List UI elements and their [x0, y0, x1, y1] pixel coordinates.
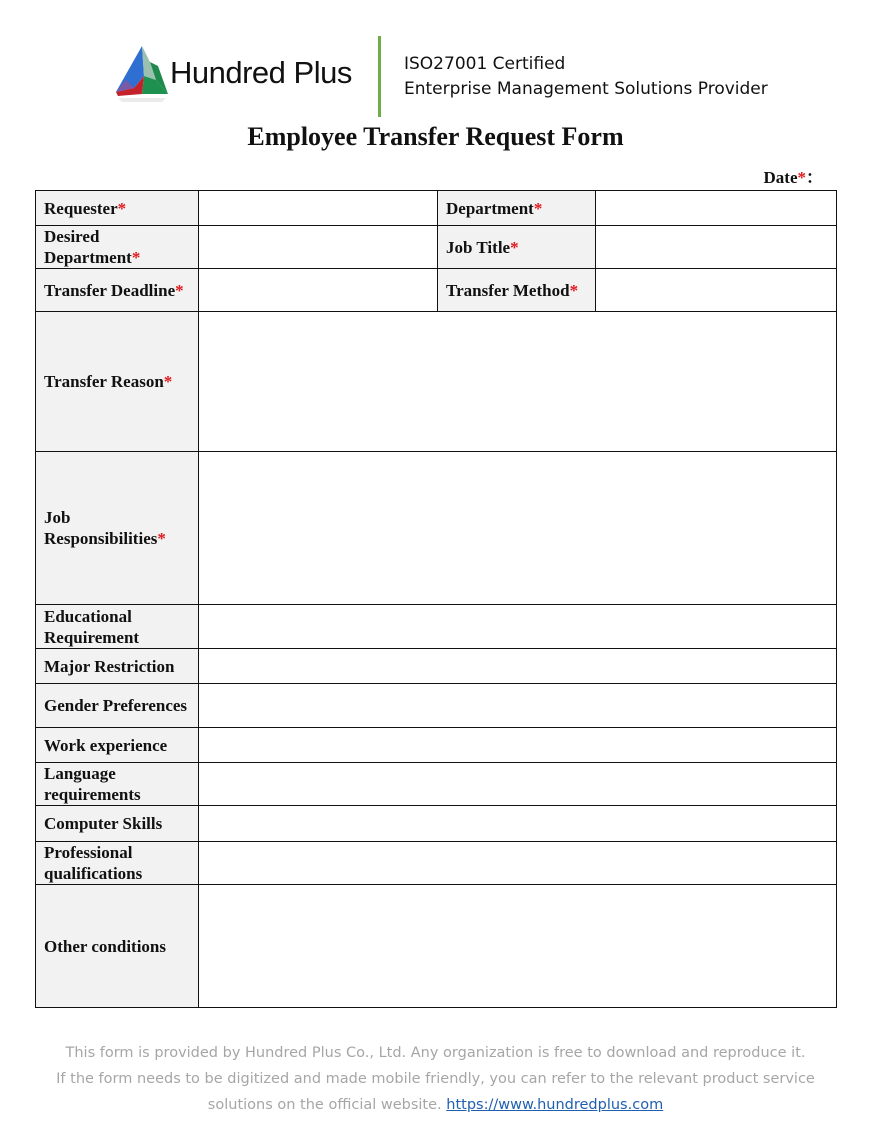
table-row: [36, 312, 837, 452]
gender-preferences-input[interactable]: [199, 684, 837, 728]
educational-requirement-input[interactable]: [199, 605, 837, 649]
transfer-reason-input[interactable]: [199, 312, 837, 452]
table-row: [36, 191, 837, 226]
gender-preferences-label: Gender Preferences: [36, 684, 199, 728]
header-divider: [378, 36, 381, 117]
other-conditions-input[interactable]: [199, 885, 837, 1008]
transfer-method-input[interactable]: [596, 269, 837, 312]
job-responsibilities-label: Job Responsibilities*: [36, 452, 199, 605]
transfer-method-label: Transfer Method*: [438, 269, 596, 312]
table-row: [36, 885, 837, 1008]
table-row: [36, 269, 837, 312]
department-label: Department*: [438, 191, 596, 226]
company-tagline: [404, 52, 768, 102]
page-title: Employee Transfer Request Form: [247, 122, 624, 151]
transfer-deadline-input[interactable]: [199, 269, 438, 312]
table-row: [36, 842, 837, 885]
footer-line-3-text: solutions on the official website.: [207, 1097, 442, 1113]
job-title-input[interactable]: [596, 226, 837, 269]
transfer-deadline-label: Transfer Deadline*: [36, 269, 199, 312]
department-input[interactable]: [596, 191, 837, 226]
educational-requirement-label: Educational Requirement: [36, 605, 199, 649]
other-conditions-label: Other conditions: [36, 885, 199, 1008]
table-row: [36, 605, 837, 649]
major-restriction-input[interactable]: [199, 649, 837, 684]
transfer-reason-label: Transfer Reason*: [36, 312, 199, 452]
table-row: [36, 649, 837, 684]
footer-line-1: This form is provided by Hundred Plus Co., Ltd. Any organization is free to download and reproduce it.: [65, 1045, 806, 1061]
professional-qualifications-input[interactable]: [199, 842, 837, 885]
date-label: Date: [763, 168, 798, 187]
job-responsibilities-input[interactable]: [199, 452, 837, 605]
desired-department-input[interactable]: [199, 226, 438, 269]
work-experience-input[interactable]: [199, 728, 837, 763]
date-separator: ：: [806, 168, 823, 187]
major-restriction-label: Major Restriction: [36, 649, 199, 684]
company-name: Hundred Plus: [170, 55, 352, 90]
footer-line-2: If the form needs to be digitized and made mobile friendly, you can refer to the relevant product service: [56, 1071, 815, 1087]
table-row: [36, 806, 837, 842]
language-requirements-input[interactable]: [199, 763, 837, 806]
date-field[interactable]: [764, 163, 823, 188]
tagline-description: Enterprise Management Solutions Provider: [404, 79, 768, 99]
required-mark: *: [797, 168, 806, 187]
professional-qualifications-label: Professional qualifications: [36, 842, 199, 885]
footer-notice: [0, 1040, 871, 1118]
requester-label: Requester*: [36, 191, 199, 226]
desired-department-label: Desired Department*: [36, 226, 199, 269]
job-title-label: Job Title*: [438, 226, 596, 269]
requester-input[interactable]: [199, 191, 438, 226]
footer-line-3: [0, 1092, 871, 1118]
language-requirements-label: Language requirements: [36, 763, 199, 806]
website-link[interactable]: https://www.hundredplus.com: [446, 1097, 664, 1113]
computer-skills-input[interactable]: [199, 806, 837, 842]
computer-skills-label: Computer Skills: [36, 806, 199, 842]
table-row: [36, 226, 837, 269]
work-experience-label: Work experience: [36, 728, 199, 763]
table-row: [36, 728, 837, 763]
table-row: [36, 763, 837, 806]
table-row: [36, 452, 837, 605]
table-row: [36, 684, 837, 728]
tagline-certification: ISO27001 Certified: [404, 54, 566, 74]
transfer-request-table: [35, 190, 837, 1008]
hundred-plus-logo-icon: [112, 44, 172, 102]
